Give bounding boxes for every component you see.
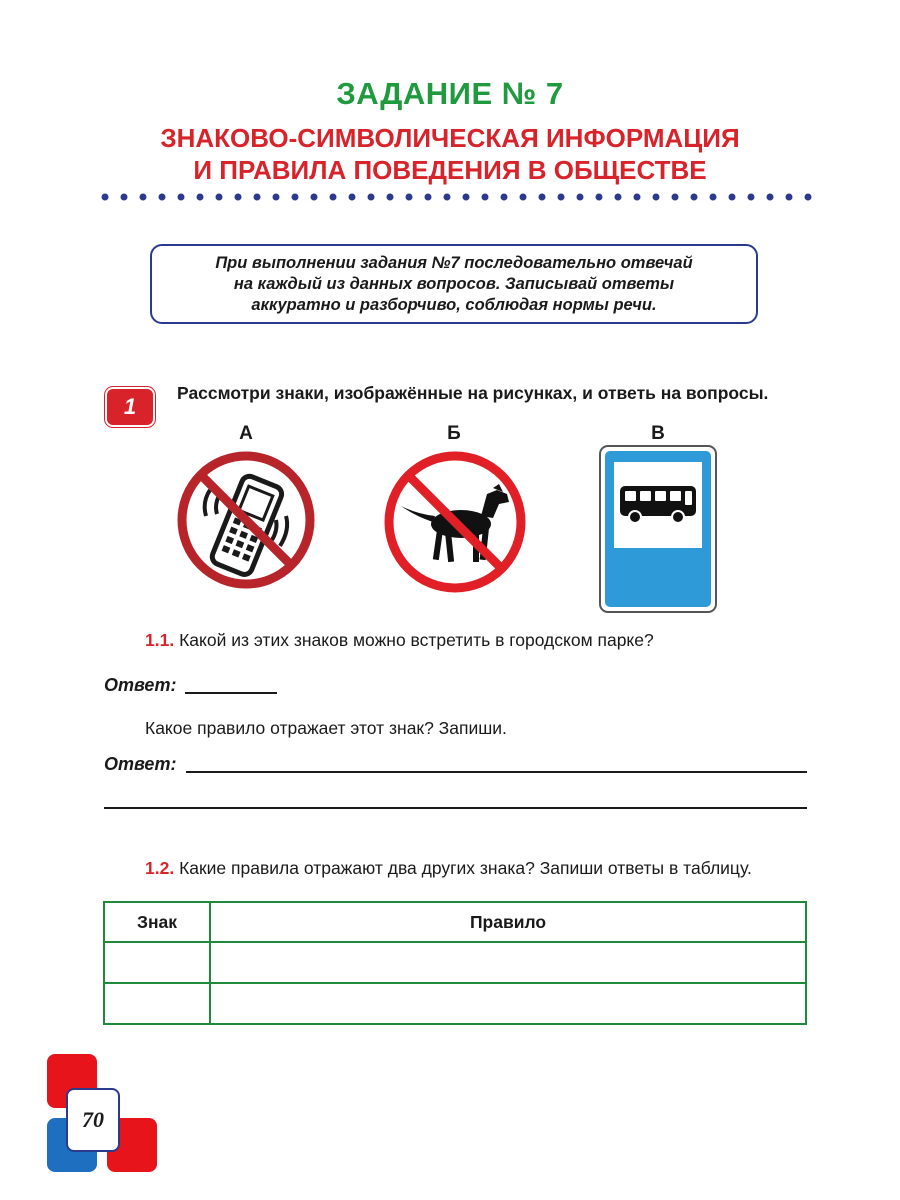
instruction-box [150,244,758,324]
sub-question-1-1-text: Какой из этих знаков можно встретить в городском парке? [179,630,654,650]
page-number: 70 [66,1088,120,1152]
table-cell-rule[interactable] [210,983,806,1024]
answer-line-long-2[interactable] [104,807,807,809]
instruction-line-2: на каждый из данных вопросов. Записывай ответы [233,274,675,293]
sub-question-1-2-text: Какие правила отражают два других знака? Запиши ответы в таблицу. [179,858,752,878]
task-subtitle [0,122,900,186]
sub-question-1-1-number: 1.1. [145,630,175,650]
table-cell-sign[interactable] [104,942,210,983]
subtitle-line-2: И ПРАВИЛА ПОВЕДЕНИЯ В ОБЩЕСТВЕ [193,155,707,185]
table-row [104,983,806,1024]
table-row [104,942,806,983]
sign-letter-v: В [651,423,665,444]
followup-question: Какое правило отражает этот знак? Запиши. [145,718,507,738]
sub-question-1-2-number: 1.2. [145,858,175,878]
subtitle-line-1: ЗНАКОВО-СИМВОЛИЧЕСКАЯ ИНФОРМАЦИЯ [160,123,740,153]
table-cell-rule[interactable] [210,942,806,983]
sub-question-1-1 [145,630,654,651]
task-title: ЗАДАНИЕ № 7 [336,76,564,111]
table-header-row [104,902,806,942]
question-number-badge: 1 [105,387,155,427]
instruction-line-1: При выполнении задания №7 последовательно отвечай [215,253,693,272]
table-header-rule: Правило [210,902,806,942]
table-header-sign: Знак [104,902,210,942]
answer-label-2: Ответ: [104,754,177,774]
answer-table [103,901,807,1025]
table-cell-sign[interactable] [104,983,210,1024]
sub-question-1-2 [145,858,752,879]
no-dogs-icon [383,450,527,594]
answer-line-short[interactable] [185,692,277,694]
instruction-line-3: аккуратно и разборчиво, соблюдая нормы речи. [251,295,657,314]
dotted-divider [100,189,820,205]
answer-line-long-1[interactable] [186,771,807,773]
bus-stop-icon [598,444,718,614]
sign-letter-a: А [239,423,253,444]
question-text: Рассмотри знаки, изображённые на рисунках, и ответь на вопросы. [177,383,769,403]
no-mobile-phone-icon [176,450,316,590]
answer-label-1: Ответ: [104,675,177,695]
sign-letter-b: Б [447,423,461,444]
